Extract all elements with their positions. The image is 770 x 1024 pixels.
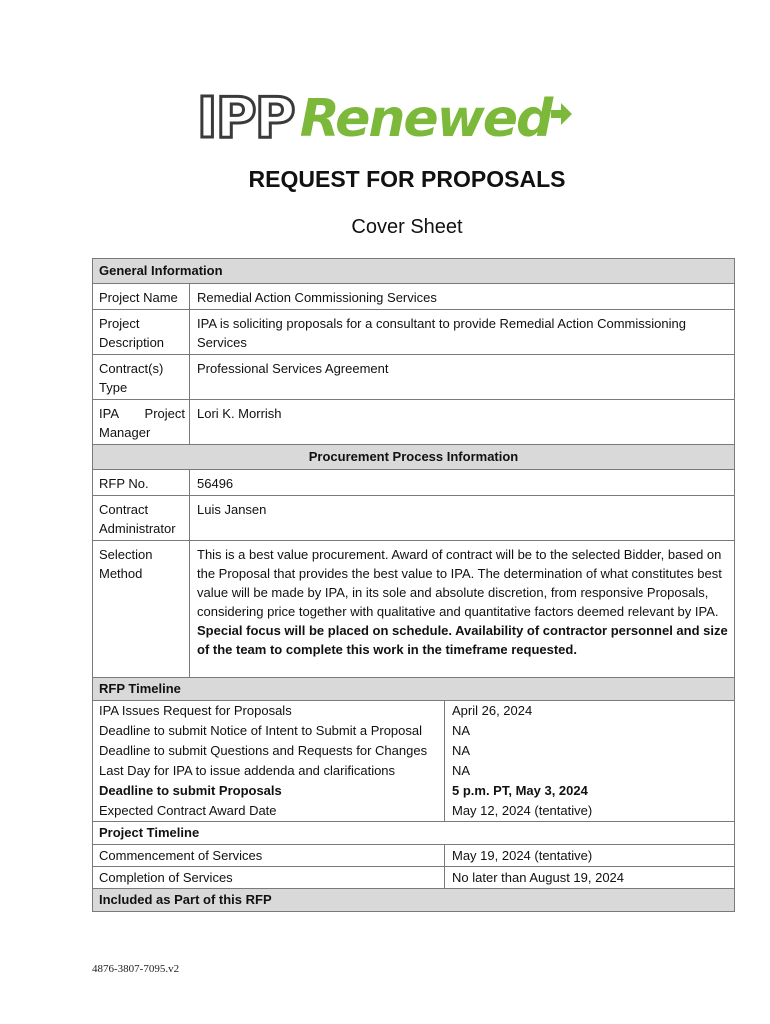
- value-project-description: IPA is soliciting proposals for a consultant to provide Remedial Action Commissioning Services: [197, 316, 686, 350]
- label-project-description: Project Description: [93, 310, 190, 354]
- row-project-name: [93, 284, 734, 310]
- section-project-timeline: Project Timeline: [93, 822, 734, 845]
- rfp-timeline-list: [93, 701, 734, 822]
- timeline-date: April 26, 2024: [452, 703, 533, 718]
- value-contract-administrator: Luis Jansen: [197, 502, 267, 517]
- timeline-task: Last Day for IPA to issue addenda and clarifications: [93, 761, 445, 781]
- label-selection-method: Selection Method: [93, 541, 190, 677]
- cover-sheet-table: [92, 258, 735, 912]
- label-contract-administrator: Contract Administrator: [93, 496, 190, 540]
- row-project-manager: [93, 400, 734, 445]
- timeline-task: Deadline to submit Proposals: [93, 781, 445, 801]
- timeline-task: Deadline to submit Notice of Intent to Submit a Proposal: [93, 721, 445, 741]
- timeline-date: May 12, 2024 (tentative): [452, 803, 593, 818]
- timeline-date: No later than August 19, 2024: [452, 870, 625, 885]
- logo-ipp-text: IPP: [196, 86, 294, 151]
- label-project-manager: IPA Project Manager: [93, 400, 190, 444]
- label-project-name: Project Name: [93, 284, 190, 309]
- timeline-task: Completion of Services: [93, 867, 445, 888]
- timeline-date: 5 p.m. PT, May 3, 2024: [452, 783, 588, 798]
- section-general-information: General Information: [93, 259, 734, 284]
- page-title: REQUEST FOR PROPOSALS: [248, 166, 566, 192]
- row-project-description: [93, 310, 734, 355]
- timeline-date: NA: [452, 723, 471, 738]
- section-procurement-process: Procurement Process Information: [93, 445, 734, 470]
- section-rfp-timeline: RFP Timeline: [93, 678, 734, 701]
- document-id-footer: 4876-3807-7095.v2: [92, 963, 180, 975]
- timeline-row: [93, 781, 734, 801]
- row-rfp-no: [93, 470, 734, 496]
- page-subtitle: Cover Sheet: [351, 216, 463, 238]
- timeline-task: Deadline to submit Questions and Requests for Changes: [93, 741, 445, 761]
- timeline-task: Expected Contract Award Date: [93, 801, 445, 821]
- timeline-task: Commencement of Services: [93, 845, 445, 866]
- timeline-date: May 19, 2024 (tentative): [452, 848, 593, 863]
- project-timeline-list: [93, 845, 734, 889]
- selection-method-emphasis: Special focus will be placed on schedule. Availability of contractor personnel and size of the team to complete this work in the timeframe requested.: [197, 623, 728, 657]
- label-rfp-no: RFP No.: [93, 470, 190, 495]
- ipp-renewed-logo: [0, 88, 770, 150]
- timeline-row: [93, 701, 734, 721]
- timeline-row: [93, 721, 734, 741]
- row-selection-method: [93, 541, 734, 678]
- row-contract-type: [93, 355, 734, 400]
- timeline-date: NA: [452, 763, 471, 778]
- timeline-date: NA: [452, 743, 471, 758]
- timeline-row: [93, 801, 734, 821]
- timeline-row: [93, 761, 734, 781]
- selection-method-text: This is a best value procurement. Award of contract will be to the selected Bidder, based on the Proposal that provides the best value to IPA. The determination of what constitutes best value will be made by IPA, in its sole and absolute discretion, from responsive Proposals, considering price together with qualitative and quantitative factors deemed relevant by IPA.: [197, 547, 722, 619]
- label-contract-type: Contract(s) Type: [93, 355, 190, 399]
- timeline-task: IPA Issues Request for Proposals: [93, 701, 445, 721]
- value-rfp-no: 56496: [197, 476, 234, 491]
- value-project-name: Remedial Action Commissioning Services: [197, 290, 437, 305]
- row-contract-administrator: [93, 496, 734, 541]
- timeline-row: [93, 741, 734, 761]
- logo-renewed-text: Renewed: [299, 89, 552, 149]
- arrow-right-icon: [547, 99, 573, 129]
- value-project-manager: Lori K. Morrish: [197, 406, 282, 421]
- timeline-row: [93, 845, 734, 867]
- value-selection-method: [190, 541, 734, 677]
- section-included-in-rfp: Included as Part of this RFP: [93, 889, 734, 911]
- timeline-row: [93, 867, 734, 888]
- value-contract-type: Professional Services Agreement: [197, 361, 389, 376]
